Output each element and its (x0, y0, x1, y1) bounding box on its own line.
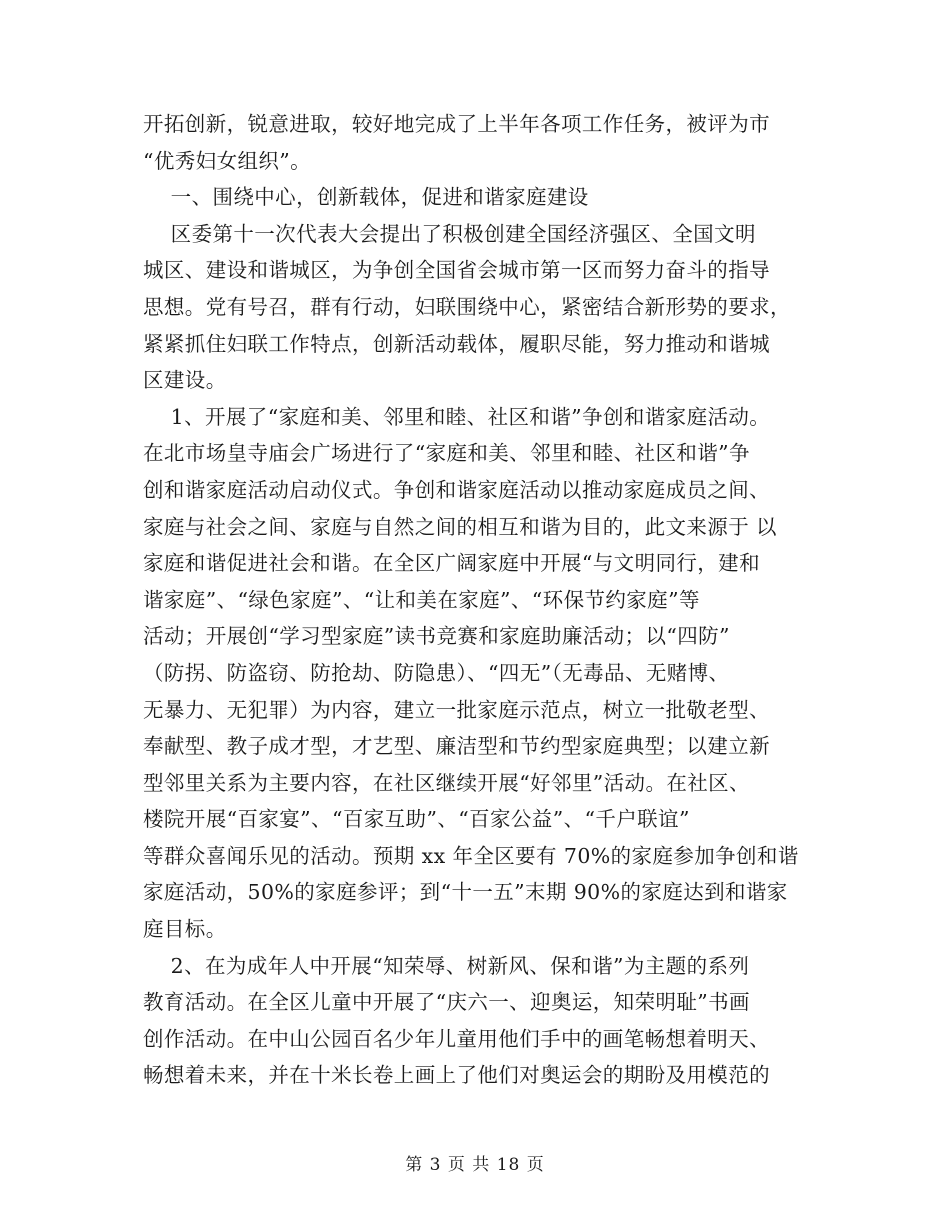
text-line: 2、在为成年人中开展“知荣辱、树新风、保和谐”为主题的系列 (143, 953, 750, 978)
text-line: 1、开展了“家庭和美、邻里和睦、社区和谐”争创和谐家庭活动。 (143, 404, 771, 429)
text-line: 教育活动。在全区儿童中开展了“庆六一、迎奥运，知荣明耻”书画 (143, 990, 750, 1015)
document-body (143, 106, 833, 1094)
text-line: 无暴力、无犯罪）为内容，建立一批家庭示范点，树立一批敬老型、 (143, 697, 770, 722)
text-line: 在北市场皇寺庙会广场进行了“家庭和美、邻里和睦、社区和谐”争 (143, 441, 750, 466)
text-line: 谐家庭”、“绿色家庭”、“让和美在家庭”、“环保节约家庭”等 (143, 587, 700, 612)
text-line: 奉献型、教子成才型，才艺型、廉洁型和节约型家庭典型；以建立新 (143, 734, 770, 759)
text-line: 创和谐家庭活动启动仪式。争创和谐家庭活动以推动家庭成员之间、 (143, 477, 770, 502)
text-line: 型邻里关系为主要内容，在社区继续开展“好邻里”活动。在社区、 (143, 770, 750, 795)
text-line: 家庭与社会之间、家庭与自然之间的相互和谐为目的，此文来源于 以 (143, 514, 777, 539)
page-number-footer: 第 3 页 共 18 页 (405, 1155, 545, 1175)
text-line: 家庭和谐促进社会和谐。在全区广阔家庭中开展“与文明同行，建和 (143, 551, 760, 576)
text-line: 畅想着未来，并在十米长卷上画上了他们对奥运会的期盼及用模范的 (143, 1063, 770, 1088)
text-line: 庭目标。 (143, 917, 227, 942)
section-heading: 一、围绕中心，创新载体，促进和谐家庭建设 (143, 185, 589, 210)
text-line: 区委第十一次代表大会提出了积极创建全国经济强区、全国文明 (143, 221, 756, 246)
text-line: 家庭活动，50%的家庭参评；到“十一五”末期 90%的家庭达到和谐家 (143, 880, 788, 905)
text-line: 等群众喜闻乐见的活动。预期 xx 年全区要有 70%的家庭参加争创和谐 (143, 843, 799, 868)
text-line: 活动；开展创“学习型家庭”读书竞赛和家庭助廉活动；以“四防” (143, 624, 730, 649)
text-line: 紧紧抓住妇联工作特点，创新活动载体，履职尽能，努力推动和谐城 (143, 331, 770, 356)
text-line: 区建设。 (143, 368, 227, 393)
text-line: 创作活动。在中山公园百名少年儿童用他们手中的画笔畅想着明天、 (143, 1026, 770, 1051)
text-line: 楼院开展“百家宴”、“百家互助”、“百家公益”、“千户联谊” (143, 807, 690, 832)
text-line: （防拐、防盗窃、防抢劫、防隐患）、“四无”（无毒品、无赌博、 (143, 660, 730, 685)
text-line: “优秀妇女组织”。 (143, 148, 312, 173)
text-line: 城区、建设和谐城区，为争创全国省会城市第一区而努力奋斗的指导 (143, 258, 770, 283)
text-line: 思想。党有号召，群有行动，妇联围绕中心，紧密结合新形势的要求， (143, 294, 791, 319)
text-line: 开拓创新，锐意进取，较好地完成了上半年各项工作任务，被评为市 (143, 112, 770, 136)
